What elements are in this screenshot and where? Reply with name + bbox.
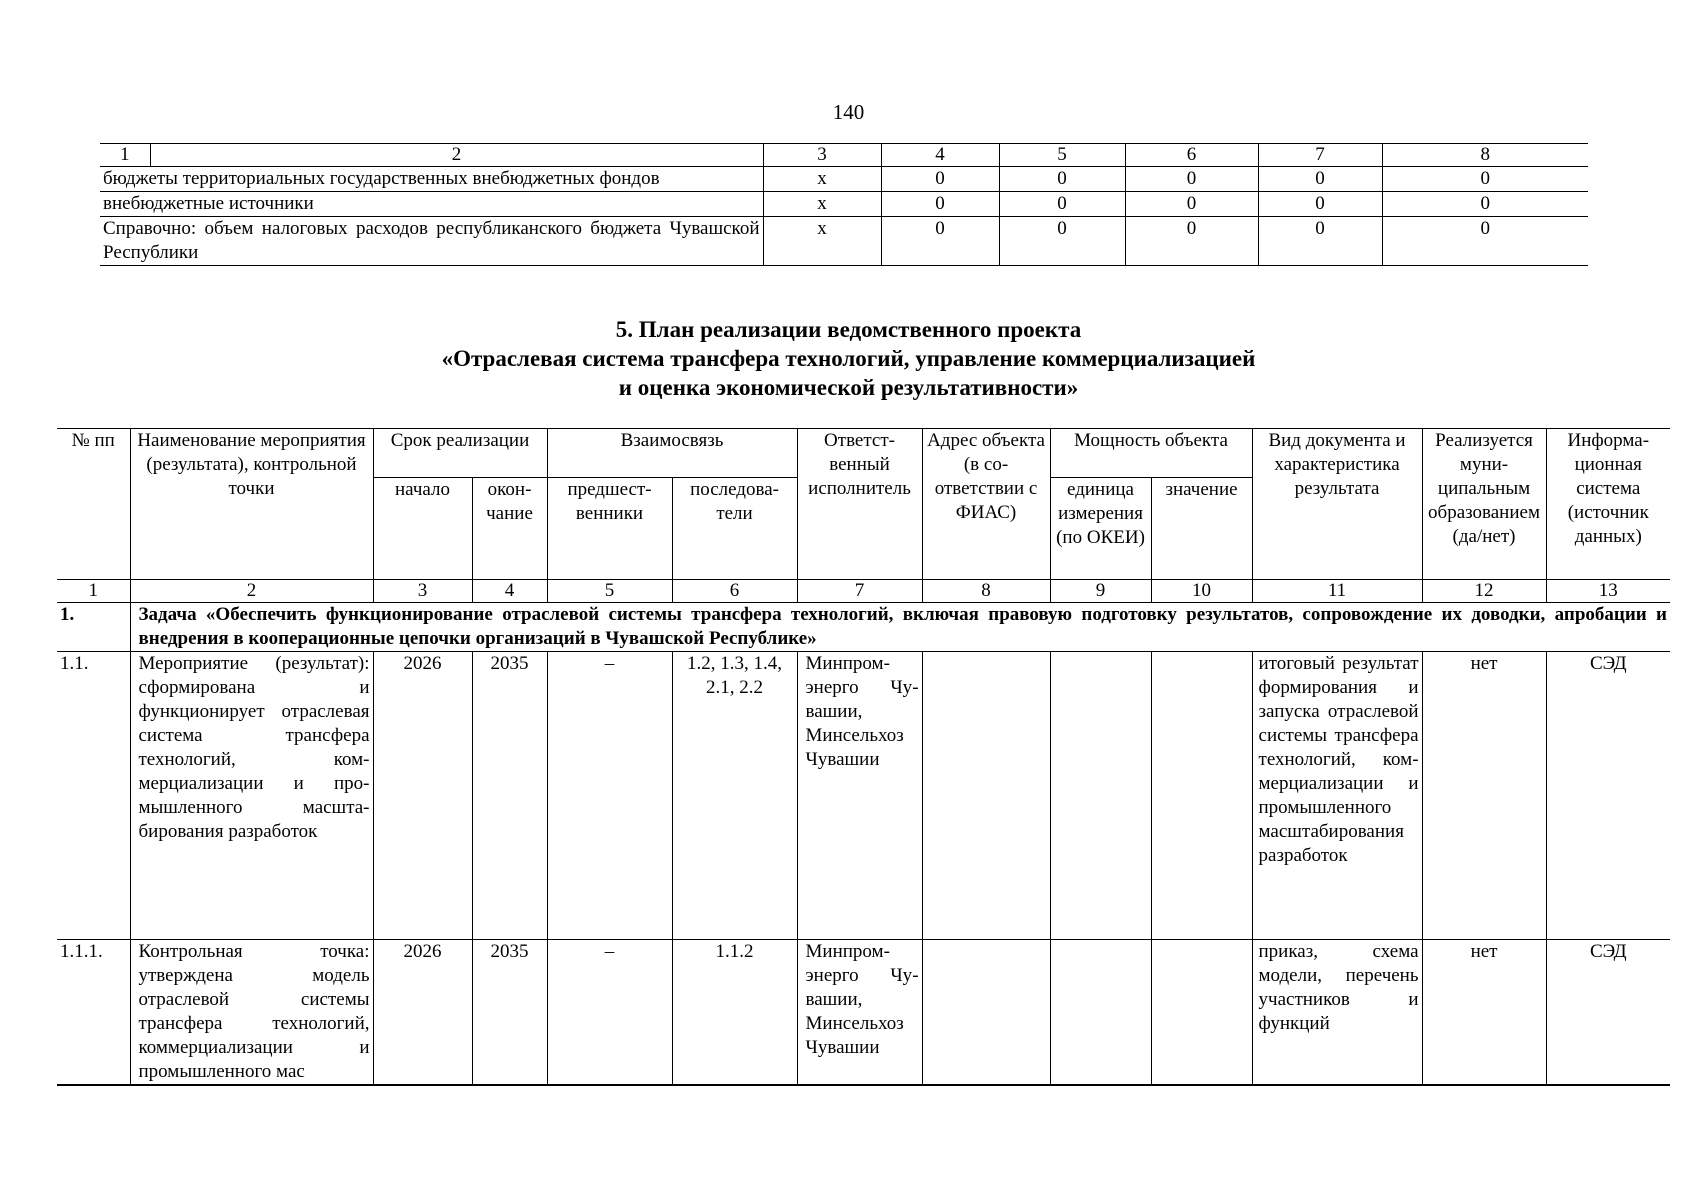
row-name: Контрольная точка: утверждена модель отраслевой системы трансфера технологий, коммерциализации и промышленного мас: [130, 940, 373, 1086]
implementation-plan-table: [57, 428, 1670, 1086]
table-row: [57, 652, 1670, 940]
header-link: Взаимосвязь: [547, 429, 797, 478]
column-number: 8: [922, 580, 1050, 603]
header-info-system: Информационная система (источник данных): [1546, 429, 1670, 580]
table-cell: х: [763, 217, 881, 266]
row-value: [1151, 940, 1252, 1086]
header-num: № пп: [57, 429, 130, 580]
header-link-next: последователи: [672, 478, 797, 580]
task-row: [57, 603, 1670, 652]
header-municipal: Реализуется муниципальным образованием (да/нет): [1422, 429, 1546, 580]
row-info: СЭД: [1546, 940, 1670, 1086]
row-label: Справочно: объем налоговых расходов республиканского бюджета Чувашской Республики: [100, 217, 763, 266]
table-row: [100, 217, 1588, 266]
task-text: Задача «Обеспечить функционирование отраслевой системы трансфера технологий, включая правовую подготовку результатов, сопровождение их доводки, апробации и внедрения в кооперационные цепочки организаций в Чувашской Республике»: [130, 603, 1670, 652]
column-number: 4: [881, 144, 999, 167]
row-name: Мероприятие (результат): сформирована и функционирует отраслевая система трансфера технологий, коммерциализации и промышленного масштабирования разработок: [130, 652, 373, 940]
budget-sources-table: [100, 143, 1588, 266]
table-cell: 0: [1125, 167, 1258, 192]
header-link-prev: предшественники: [547, 478, 672, 580]
header-responsible: Ответственный исполнитель: [797, 429, 922, 580]
header-row: [57, 429, 1670, 478]
row-start: 2026: [373, 652, 472, 940]
column-number: 10: [1151, 580, 1252, 603]
row-address: [922, 940, 1050, 1086]
table-cell: 0: [999, 167, 1125, 192]
row-end: 2035: [472, 652, 547, 940]
row-prev: –: [547, 940, 672, 1086]
column-number: 4: [472, 580, 547, 603]
table-cell: 0: [1258, 217, 1382, 266]
section-title-line: «Отраслевая система трансфера технологий, управление коммерциализацией: [441, 346, 1256, 371]
table-cell: 0: [1258, 167, 1382, 192]
table-cell: 0: [1382, 192, 1588, 217]
section-title: [0, 315, 1697, 402]
row-unit: [1050, 652, 1151, 940]
row-label: внебюджетные источники: [100, 192, 763, 217]
row-doc: итоговый результат формирования и запуска отраслевой системы трансфера технологий, коммерциализации и промышленного масштабирования разработок: [1252, 652, 1422, 940]
row-next: 1.1.2: [672, 940, 797, 1086]
header-capacity-value: значение: [1151, 478, 1252, 580]
column-number: 3: [373, 580, 472, 603]
table-cell: 0: [1125, 217, 1258, 266]
column-number: 11: [1252, 580, 1422, 603]
column-number: 7: [1258, 144, 1382, 167]
task-num: 1.: [57, 603, 130, 652]
column-number: 3: [763, 144, 881, 167]
row-end: 2035: [472, 940, 547, 1086]
table-row: [57, 940, 1670, 1086]
row-municipal: нет: [1422, 940, 1546, 1086]
table-cell: 0: [881, 217, 999, 266]
column-number: 1: [57, 580, 130, 603]
header-doc-type: Вид документа и характеристика результата: [1252, 429, 1422, 580]
page-number: 140: [832, 100, 865, 124]
row-municipal: нет: [1422, 652, 1546, 940]
column-number: 2: [150, 144, 763, 167]
table-cell: х: [763, 192, 881, 217]
table-header-row: [100, 144, 1588, 167]
row-prev: –: [547, 652, 672, 940]
column-number: 9: [1050, 580, 1151, 603]
table-cell: 0: [881, 192, 999, 217]
row-num: 1.1.1.: [57, 940, 130, 1086]
column-number: 6: [1125, 144, 1258, 167]
row-label: бюджеты территориальных государственных внебюджетных фондов: [100, 167, 763, 192]
section-title-line: и оценка экономической результативности»: [618, 375, 1079, 400]
row-next: 1.2, 1.3, 1.4, 2.1, 2.2: [672, 652, 797, 940]
row-doc: приказ, схема модели, перечень участников и функций: [1252, 940, 1422, 1086]
table-cell: 0: [1382, 217, 1588, 266]
table-row: [100, 167, 1588, 192]
row-value: [1151, 652, 1252, 940]
table-cell: 0: [999, 217, 1125, 266]
column-number: 5: [999, 144, 1125, 167]
table-cell: х: [763, 167, 881, 192]
table-cell: 0: [1382, 167, 1588, 192]
header-capacity-unit: единица измерения (по ОКЕИ): [1050, 478, 1151, 580]
row-unit: [1050, 940, 1151, 1086]
table-cell: 0: [999, 192, 1125, 217]
row-start: 2026: [373, 940, 472, 1086]
column-number: 12: [1422, 580, 1546, 603]
row-info: СЭД: [1546, 652, 1670, 940]
header-capacity: Мощность объекта: [1050, 429, 1252, 478]
row-num: 1.1.: [57, 652, 130, 940]
header-term-start: начало: [373, 478, 472, 580]
header-name: Наименование мероприятия (результата), контрольной точки: [130, 429, 373, 580]
row-responsible: Минпромэнерго Чувашии, Минсельхоз Чувашии: [797, 940, 922, 1086]
section-title-line: 5. План реализации ведомственного проекта: [615, 317, 1082, 342]
table-cell: 0: [1125, 192, 1258, 217]
header-term: Срок реализации: [373, 429, 547, 478]
column-numbers-row: [57, 580, 1670, 603]
column-number: 7: [797, 580, 922, 603]
column-number: 5: [547, 580, 672, 603]
row-address: [922, 652, 1050, 940]
table-row: [100, 192, 1588, 217]
column-number: 1: [100, 144, 150, 167]
column-number: 8: [1382, 144, 1588, 167]
column-number: 13: [1546, 580, 1670, 603]
row-responsible: Минпромэнерго Чувашии, Минсельхоз Чувашии: [797, 652, 922, 940]
header-term-end: окончание: [472, 478, 547, 580]
table-cell: 0: [1258, 192, 1382, 217]
header-address: Адрес объекта (в соответствии с ФИАС): [922, 429, 1050, 580]
table-cell: 0: [881, 167, 999, 192]
column-number: 6: [672, 580, 797, 603]
column-number: 2: [130, 580, 373, 603]
